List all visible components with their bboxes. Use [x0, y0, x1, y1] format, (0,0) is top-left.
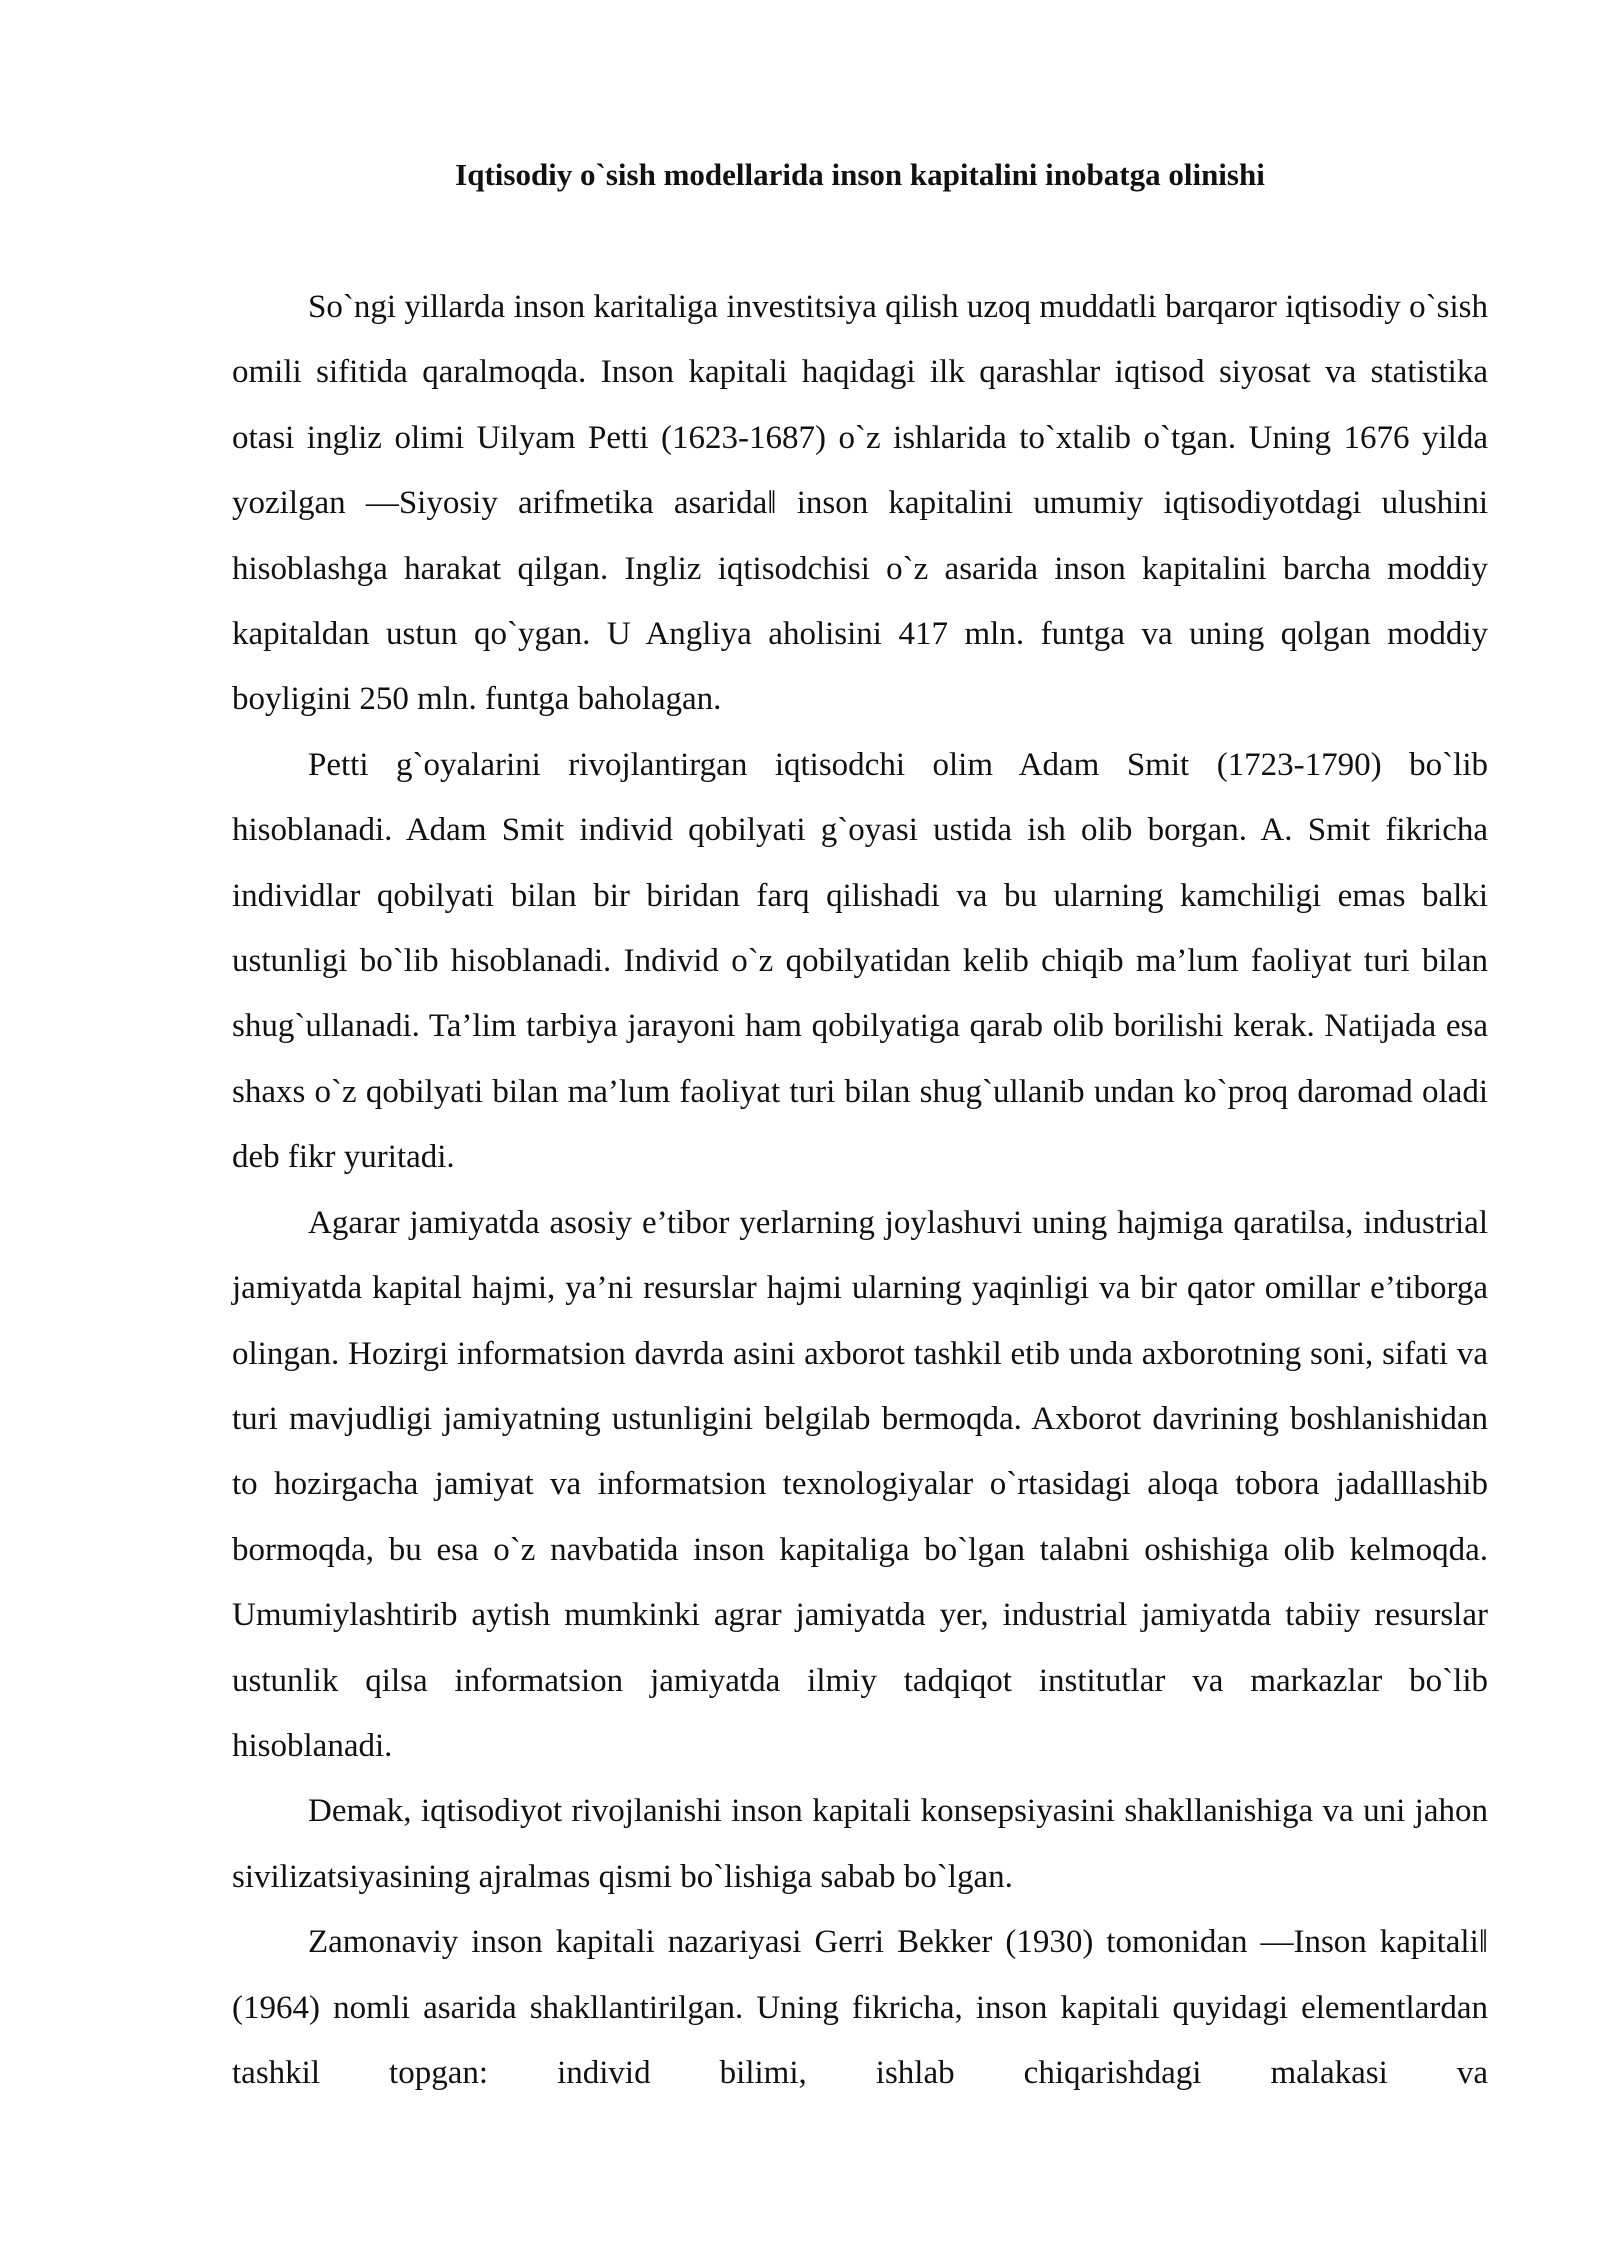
paragraph-4: Demak, iqtisodiyot rivojlanishi inson kapitali konsepsiyasini shakllanishiga va uni jahon sivilizatsiyasining ajralmas qismi bo`lishiga sabab bo`lgan.	[232, 1793, 1488, 1895]
paragraph-1: So`ngi yillarda inson karitaliga investitsiya qilish uzoq muddatli barqaror iqtisodiy o`sish omili sifitida qaralmoqda. Inson kapitali haqidagi ilk qarashlar iqtisod siyosat va statistika otasi ingliz olimi Uilyam Petti (1623-1687) o`z ishlarida to`xtalib o`tgan. Uning 1676 yilda yozilgan ―Siyosiy arifmetika asarida‖ inson kapitalini umumiy iqtisodiyotdagi ulushini hisoblashga harakat qilgan. Ingliz iqtisodchisi o`z asarida inson kapitalini barcha moddiy kapitaldan ustun qo`ygan. U Angliya aholisini 417 mln. funtga va uning qolgan moddiy boyligini 250 mln. funtga baholagan.	[232, 289, 1488, 718]
document-body	[232, 275, 1488, 2106]
paragraph-3: Agarar jamiyatda asosiy e’tibor yerlarning joylashuvi uning hajmiga qaratilsa, industrial jamiyatda kapital hajmi, ya’ni resurslar hajmi ularning yaqinligi va bir qator omillar e’tiborga olingan. Hozirgi informatsion davrda asini axborot tashkil etib unda axborotning soni, sifati va turi mavjudligi jamiyatning ustunligini belgilab bermoqda. Axborot davrining boshlanishidan to hozirgacha jamiyat va informatsion texnologiyalar o`rtasidagi aloqa tobora jadalllashib bormoqda, bu esa o`z navbatida inson kapitaliga bo`lgan talabni oshishiga olib kelmoqda. Umumiylashtirib aytish mumkinki agrar jamiyatda yer, industrial jamiyatda tabiiy resurslar ustunlik qilsa informatsion jamiyatda ilmiy tadqiqot institutlar va markazlar bo`lib hisoblanadi.	[232, 1204, 1488, 1764]
paragraph-5: Zamonaviy inson kapitali nazariyasi Gerri Bekker (1930) tomonidan ―Inson kapitali‖ (1964) nomli asarida shakllantirilgan. Uning fikricha, inson kapitali quyidagi elementlardan tashkil topgan: individ bilimi, ishlab chiqarishdagi malakasi va	[232, 1924, 1488, 2091]
paragraph-2: Petti g`oyalarini rivojlantirgan iqtisodchi olim Adam Smit (1723-1790) bo`lib hisoblanadi. Adam Smit individ qobilyati g`oyasi ustida ish olib borgan. A. Smit fikricha individlar qobilyati bilan bir biridan farq qilishadi va bu ularning kamchiligi emas balki ustunligi bo`lib hisoblanadi. Individ o`z qobilyatidan kelib chiqib ma’lum faoliyat turi bilan shug`ullanadi. Ta’lim tarbiya jarayoni ham qobilyatiga qarab olib borilishi kerak. Natijada esa shaxs o`z qobilyati bilan ma’lum faoliyat turi bilan shug`ullanib undan ko`proq daromad oladi deb fikr yuritadi.	[232, 746, 1488, 1176]
document-title: Iqtisodiy o`sish modellarida inson kapitalini inobatga olinishi	[455, 157, 1265, 192]
